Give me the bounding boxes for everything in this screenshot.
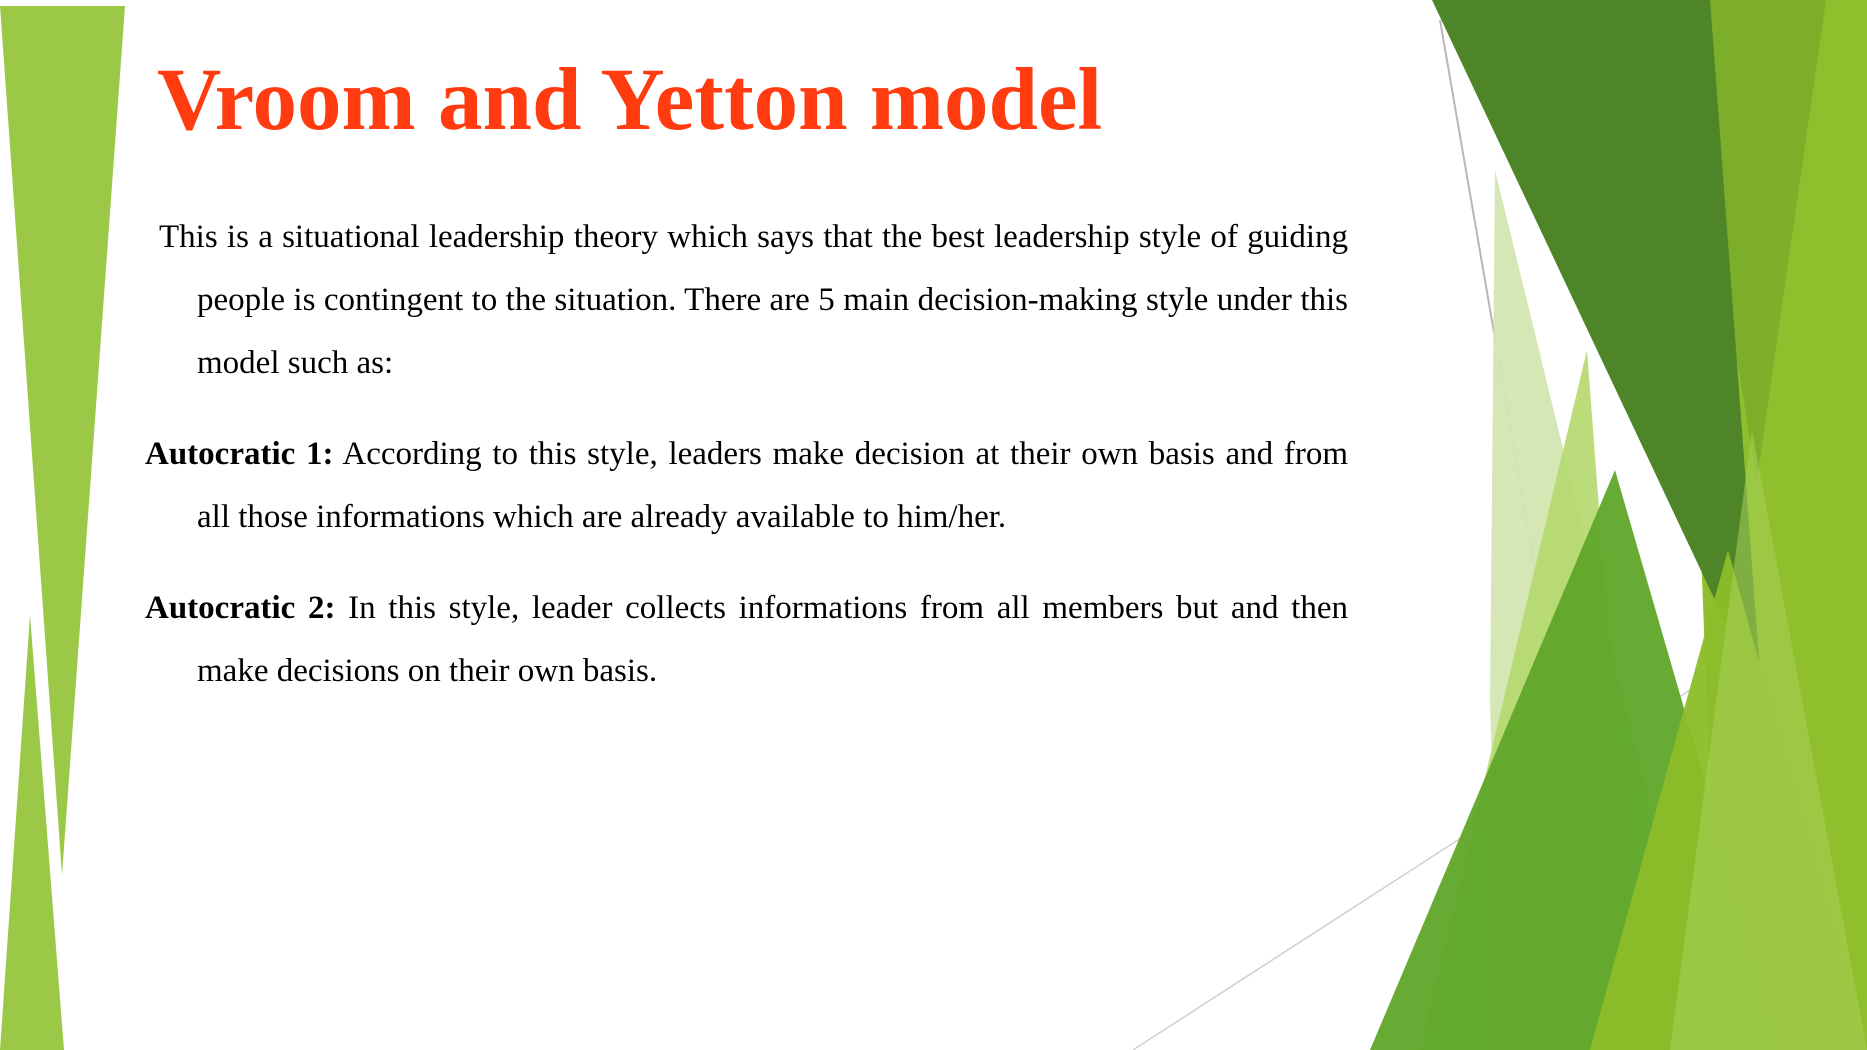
style-item-autocratic-2	[145, 577, 1348, 703]
intro-paragraph: This is a situational leadership theory which says that the best leadership style of guiding people is contingent to the situation. There are 5 main decision-making style under this model such as:	[159, 219, 1348, 381]
slide-body	[145, 206, 1348, 703]
style-description: In this style, leader collects informations from all members but and then make decisions on their own basis.	[197, 590, 1348, 689]
style-item-autocratic-1	[145, 423, 1348, 549]
style-description: According to this style, leaders make decision at their own basis and from all those informations which are already available to him/her.	[197, 436, 1348, 535]
left-tall-triangle	[0, 6, 125, 875]
slide-title: Vroom and Yetton model	[157, 51, 1103, 149]
style-term: Autocratic 2:	[145, 590, 336, 626]
style-term: Autocratic 1:	[145, 436, 334, 472]
